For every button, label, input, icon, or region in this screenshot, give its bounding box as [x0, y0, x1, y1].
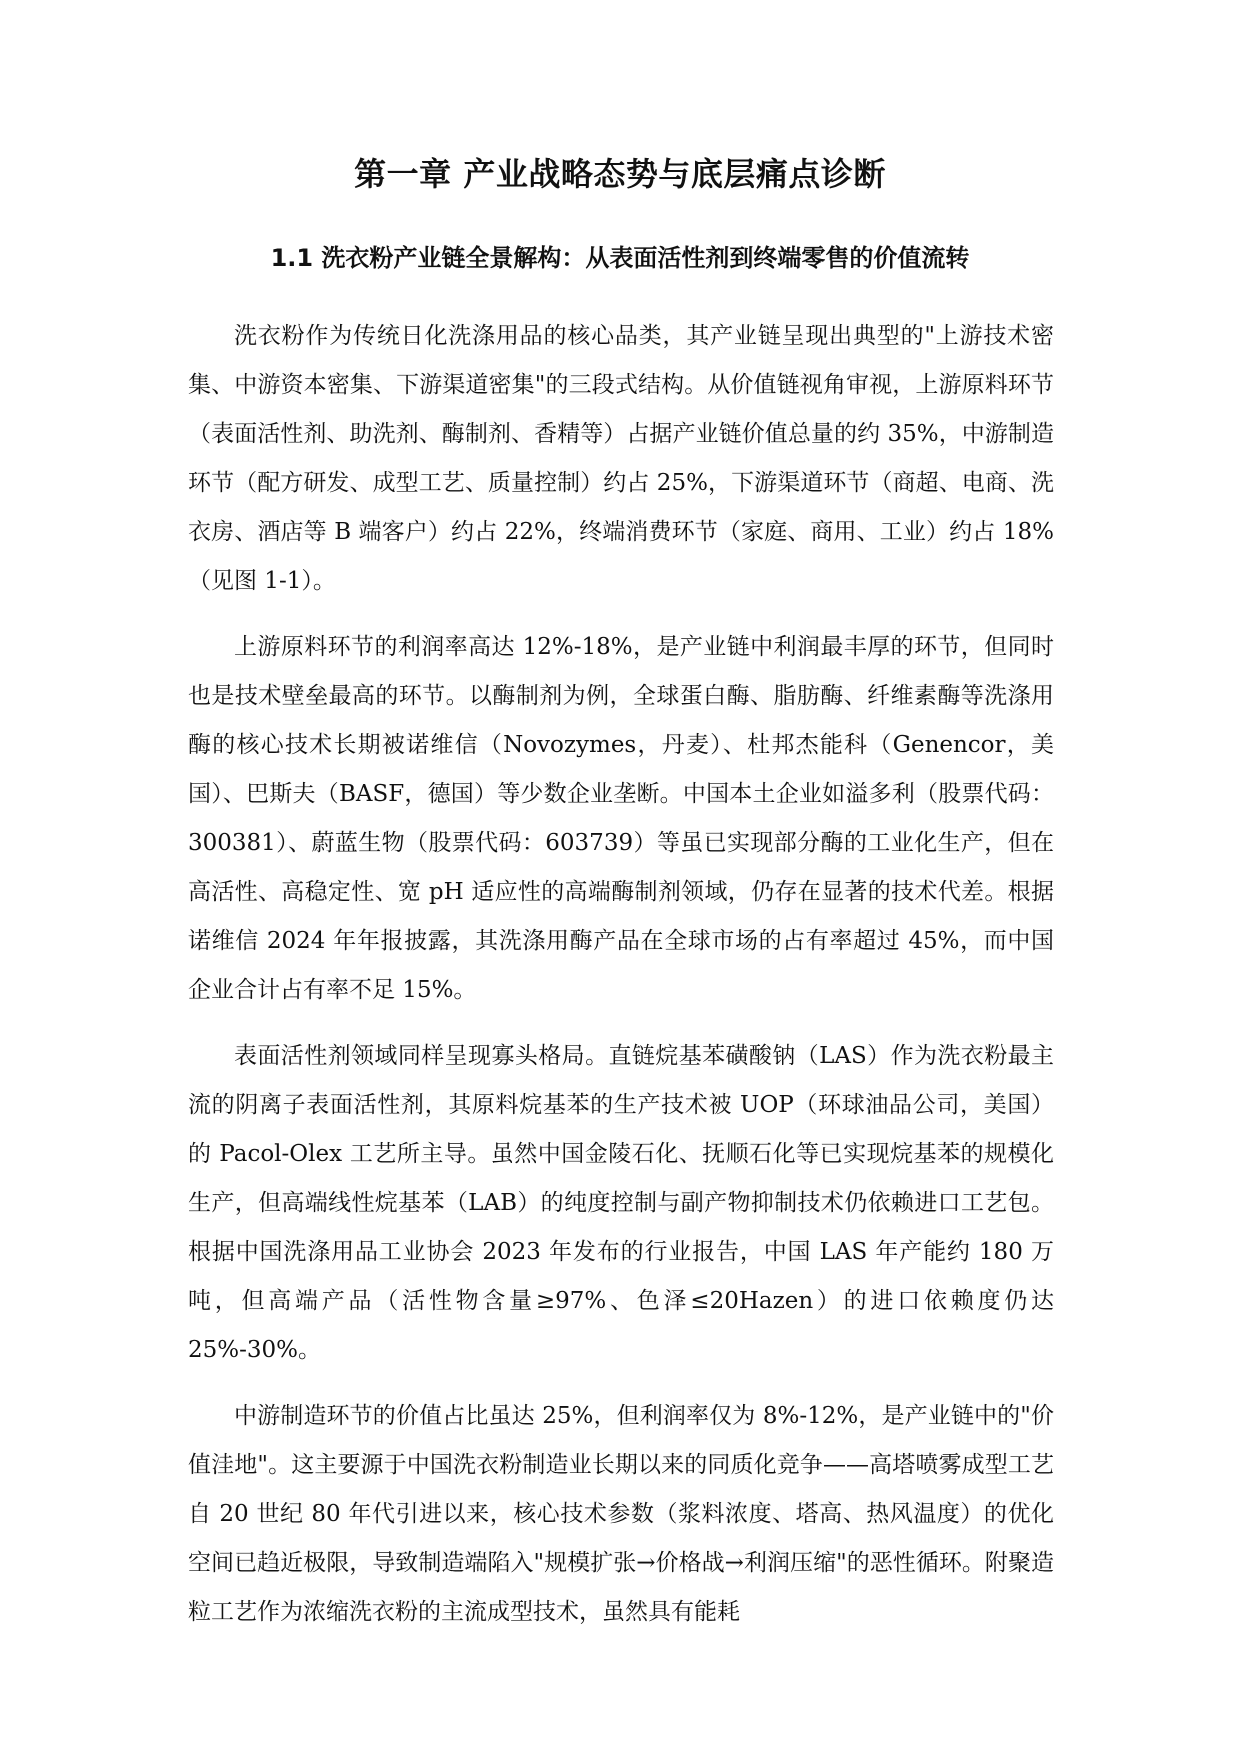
- body-text: [188, 312, 1054, 1654]
- chapter-title: 第一章 产业战略态势与底层痛点诊断: [354, 155, 886, 193]
- section-title: 1.1 洗衣粉产业链全景解构：从表面活性剂到终端零售的价值流转: [270, 244, 970, 272]
- paragraph-3: 表面活性剂领域同样呈现寡头格局。直链烷基苯磺酸钠（LAS）作为洗衣粉最主流的阴离子表面活性剂，其原料烷基苯的生产技术被 UOP（环球油品公司，美国）的 Pacol-Olex 工艺所主导。虽然中国金陵石化、抚顺石化等已实现烷基苯的规模化生产，但高端线性烷基苯（LAB）的纯度控制与副产物抑制技术仍依赖进口工艺包。根据中国洗涤用品工业协会 2023 年发布的行业报告，中国 LAS 年产能约 180 万吨，但高端产品（活性物含量≥97%、色泽≤20Hazen）的进口依赖度仍达 25%-30%。: [188, 1043, 1054, 1363]
- paragraph-1: 洗衣粉作为传统日化洗涤用品的核心品类，其产业链呈现出典型的"上游技术密集、中游资本密集、下游渠道密集"的三段式结构。从价值链视角审视，上游原料环节（表面活性剂、助洗剂、酶制剂、香精等）占据产业链价值总量的约 35%，中游制造环节（配方研发、成型工艺、质量控制）约占 25%，下游渠道环节（商超、电商、洗衣房、酒店等 B 端客户）约占 22%，终端消费环节（家庭、商用、工业）约占 18%（见图 1-1）。: [188, 323, 1054, 594]
- paragraph-2: 上游原料环节的利润率高达 12%-18%，是产业链中利润最丰厚的环节，但同时也是技术壁垒最高的环节。以酶制剂为例，全球蛋白酶、脂肪酶、纤维素酶等洗涤用酶的核心技术长期被诺维信（Novozymes，丹麦）、杜邦杰能科（Genencor，美国）、巴斯夫（BASF，德国）等少数企业垄断。中国本土企业如溢多利（股票代码：300381）、蔚蓝生物（股票代码：603739）等虽已实现部分酶的工业化生产，但在高活性、高稳定性、宽 pH 适应性的高端酶制剂领域，仍存在显著的技术代差。根据诺维信 2024 年年报披露，其洗涤用酶产品在全球市场的占有率超过 45%，而中国企业合计占有率不足 15%。: [188, 634, 1054, 1003]
- paragraph-4: 中游制造环节的价值占比虽达 25%，但利润率仅为 8%-12%，是产业链中的"价值洼地"。这主要源于中国洗衣粉制造业长期以来的同质化竞争——高塔喷雾成型工艺自 20 世纪 80 年代引进以来，核心技术参数（浆料浓度、塔高、热风温度）的优化空间已趋近极限，导致制造端陷入"规模扩张→价格战→利润压缩"的恶性循环。附聚造粒工艺作为浓缩洗衣粉的主流成型技术，虽然具有能耗: [188, 1403, 1054, 1625]
